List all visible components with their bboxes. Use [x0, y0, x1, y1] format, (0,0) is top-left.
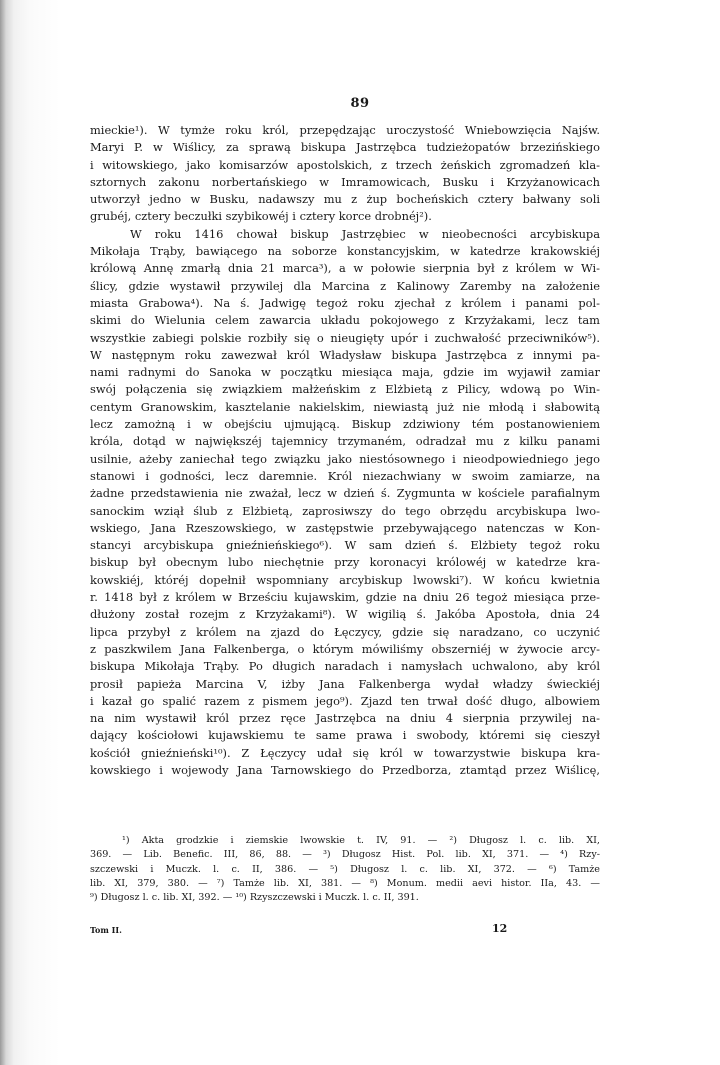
text-line: prosił papieża Marcina V, iżby Jana Falkenberga wydał władzy świeckiéj — [90, 676, 600, 691]
text-line: króla, dotąd w największéj tajemnicy trzymaném, odradzał mu z kilku panami — [90, 434, 600, 449]
text-line: królową Annę zmarłą dnia 21 marca³), a w połowie sierpnia był z królem w Wi- — [90, 261, 600, 276]
text-line: wszystkie zabiegi polskie rozbiły się o nieugięty upór i zuchwałość przeciwników⁵). — [90, 330, 600, 345]
text-line: miasta Grabowa⁴). Na ś. Jadwigę tegoż roku zjechał z królem i panami pol- — [90, 295, 600, 310]
footnote-line: 369. — Lib. Benefic. III, 86, 88. — ³) Długosz Hist. Pol. lib. XI, 371. — ⁴) Rzy- — [90, 849, 600, 861]
text-line: r. 1418 był z królem w Brześciu kujawskim, gdzie na dniu 26 tegoż miesiąca prze- — [90, 590, 600, 605]
text-line: z paszkwilem Jana Falkenberga, o którym mówiliśmy obszerniéj w żywocie arcy- — [90, 641, 600, 656]
text-line: kowskiego i wojewody Jana Tarnowskiego do Przedborza, ztamtąd przez Wiślicę, — [90, 762, 600, 777]
footnote-line: ¹) Akta grodzkie i ziemskie lwowskie t. IV, 91. — ²) Długosz l. c. lib. XI, — [122, 835, 600, 846]
text-line: wskiego, Jana Rzeszowskiego, w zastępstwie przebywającego natenczas w Kon- — [90, 520, 600, 535]
text-line: kościół gnieźnieński¹⁰). Z Łęczycy udał się król w towarzystwie biskupa kra- — [90, 745, 600, 760]
text-line: dający kościołowi kujawskiemu te same prawa i swobody, któremi się cieszył — [90, 728, 600, 743]
text-line: żadne przedstawienia nie zważał, lecz w dzień ś. Zygmunta w kościele parafialnym — [90, 486, 600, 501]
footnote-line: ⁹) Długosz l. c. lib. XI, 392. — ¹⁰) Rzyszczewski i Muczk. l. c. II, 391. — [90, 892, 419, 904]
text-line: swój połączenia się związkiem małżeńskim z Elżbietą z Pilicy, wdową po Win- — [90, 382, 600, 397]
footnote-line: szczewski i Muczk. l. c. II, 386. — ⁵) Długosz l. c. lib. XI, 372. — ⁶) Tamże — [90, 863, 600, 875]
text-line: utworzył jedno w Busku, nadawszy mu z żup bocheńskich cztery bałwany soli — [90, 192, 600, 207]
text-line: mieckie¹). W tymże roku król, przepędzając uroczystość Wniebowzięcia Najśw. — [90, 123, 600, 137]
volume-signature: Tom II. — [90, 925, 122, 935]
text-line: grubéj, cztery beczułki szybikowéj i cztery korce drobnéj²). — [90, 209, 432, 224]
text-line: biskup był obecnym lubo niechętnie przy koronacyi królowéj w katedrze kra- — [90, 555, 600, 570]
text-line: ślicy, gdzie wystawił przywilej dla Marcina z Kalinowy Zaremby na założenie — [90, 278, 600, 293]
text-line: stancyi arcybiskupa gnieźnieńskiego⁶). W sam dzień ś. Elżbiety tegoż roku — [90, 538, 600, 553]
text-line: dłużony został rozejm z Krzyżakami⁸). W wigilią ś. Jakóba Apostoła, dnia 24 — [90, 607, 600, 622]
text-line: sanockim wziął ślub z Elżbietą, zaprosiwszy do tego obrzędu arcybiskupa lwo- — [90, 503, 600, 518]
text-line: skimi do Wielunia celem zawarcia układu pokojowego z Krzyżakami, lecz tam — [90, 313, 600, 328]
page-number: 89 — [350, 96, 370, 111]
footnotes — [90, 834, 600, 905]
text-line: usilnie, ażeby zaniechał tego związku jako niestósownego i nieodpowiedniego jego — [90, 451, 600, 466]
text-line: kowskiéj, któréj dopełnił wspomniany arcybiskup lwowski⁷). W końcu kwietnia — [90, 572, 600, 587]
text-line: W roku 1416 chował biskup Jastrzębiec w nieobecności arcybiskupa — [130, 226, 600, 241]
text-line: W następnym roku zawezwał król Władysław biskupa Jastrzębca z innymi pa- — [90, 347, 600, 362]
text-line: Mikołaja Trąby, bawiącego na soborze konstancyjskim, w katedrze krakowskiéj — [90, 244, 600, 259]
text-line: na nim wystawił król przez ręce Jastrzębca na dniu 4 sierpnia przywilej na- — [90, 711, 600, 726]
text-line: lipca przybył z królem na zjazd do Łęczycy, gdzie się naradzano, co uczynić — [90, 624, 600, 639]
main-text — [90, 122, 600, 779]
text-line: centym Granowskim, kasztelanie nakielskim, niewiastą już nie młodą i słabowitą — [90, 399, 600, 414]
text-line: Maryi P. w Wiślicy, za sprawą biskupa Jastrzębca tudzieżopatów brzezińskiego — [90, 140, 600, 155]
sheet-number: 12 — [492, 922, 508, 935]
text-line: lecz zamożną i w obejściu ujmującą. Biskup zdziwiony tém postanowieniem — [90, 417, 600, 432]
text-line: i kazał go spalić razem z pismem jego⁹). Zjazd ten trwał dość długo, albowiem — [90, 693, 600, 708]
text-line: stanowi i godności, lecz daremnie. Król niezachwiany w swoim zamiarze, na — [90, 468, 600, 483]
text-line: sztornych zakonu norbertańskiego w Imramowicach, Busku i Krzyżanowicach — [90, 174, 600, 189]
text-line: i witowskiego, jako komisarzów apostolskich, z trzech żeńskich zgromadzeń kla- — [90, 157, 600, 172]
footnote-line: lib. XI, 379, 380. — ⁷) Tamże lib. XI, 381. — ⁸) Monum. medii aevi histor. IIa, 43. — — [90, 877, 600, 889]
text-line: nami radnymi do Sanoka w początku miesiąca maja, gdzie im wyjawił zamiar — [90, 365, 600, 380]
text-line: biskupa Mikołaja Trąby. Po długich naradach i namysłach uchwalono, aby król — [90, 659, 600, 674]
